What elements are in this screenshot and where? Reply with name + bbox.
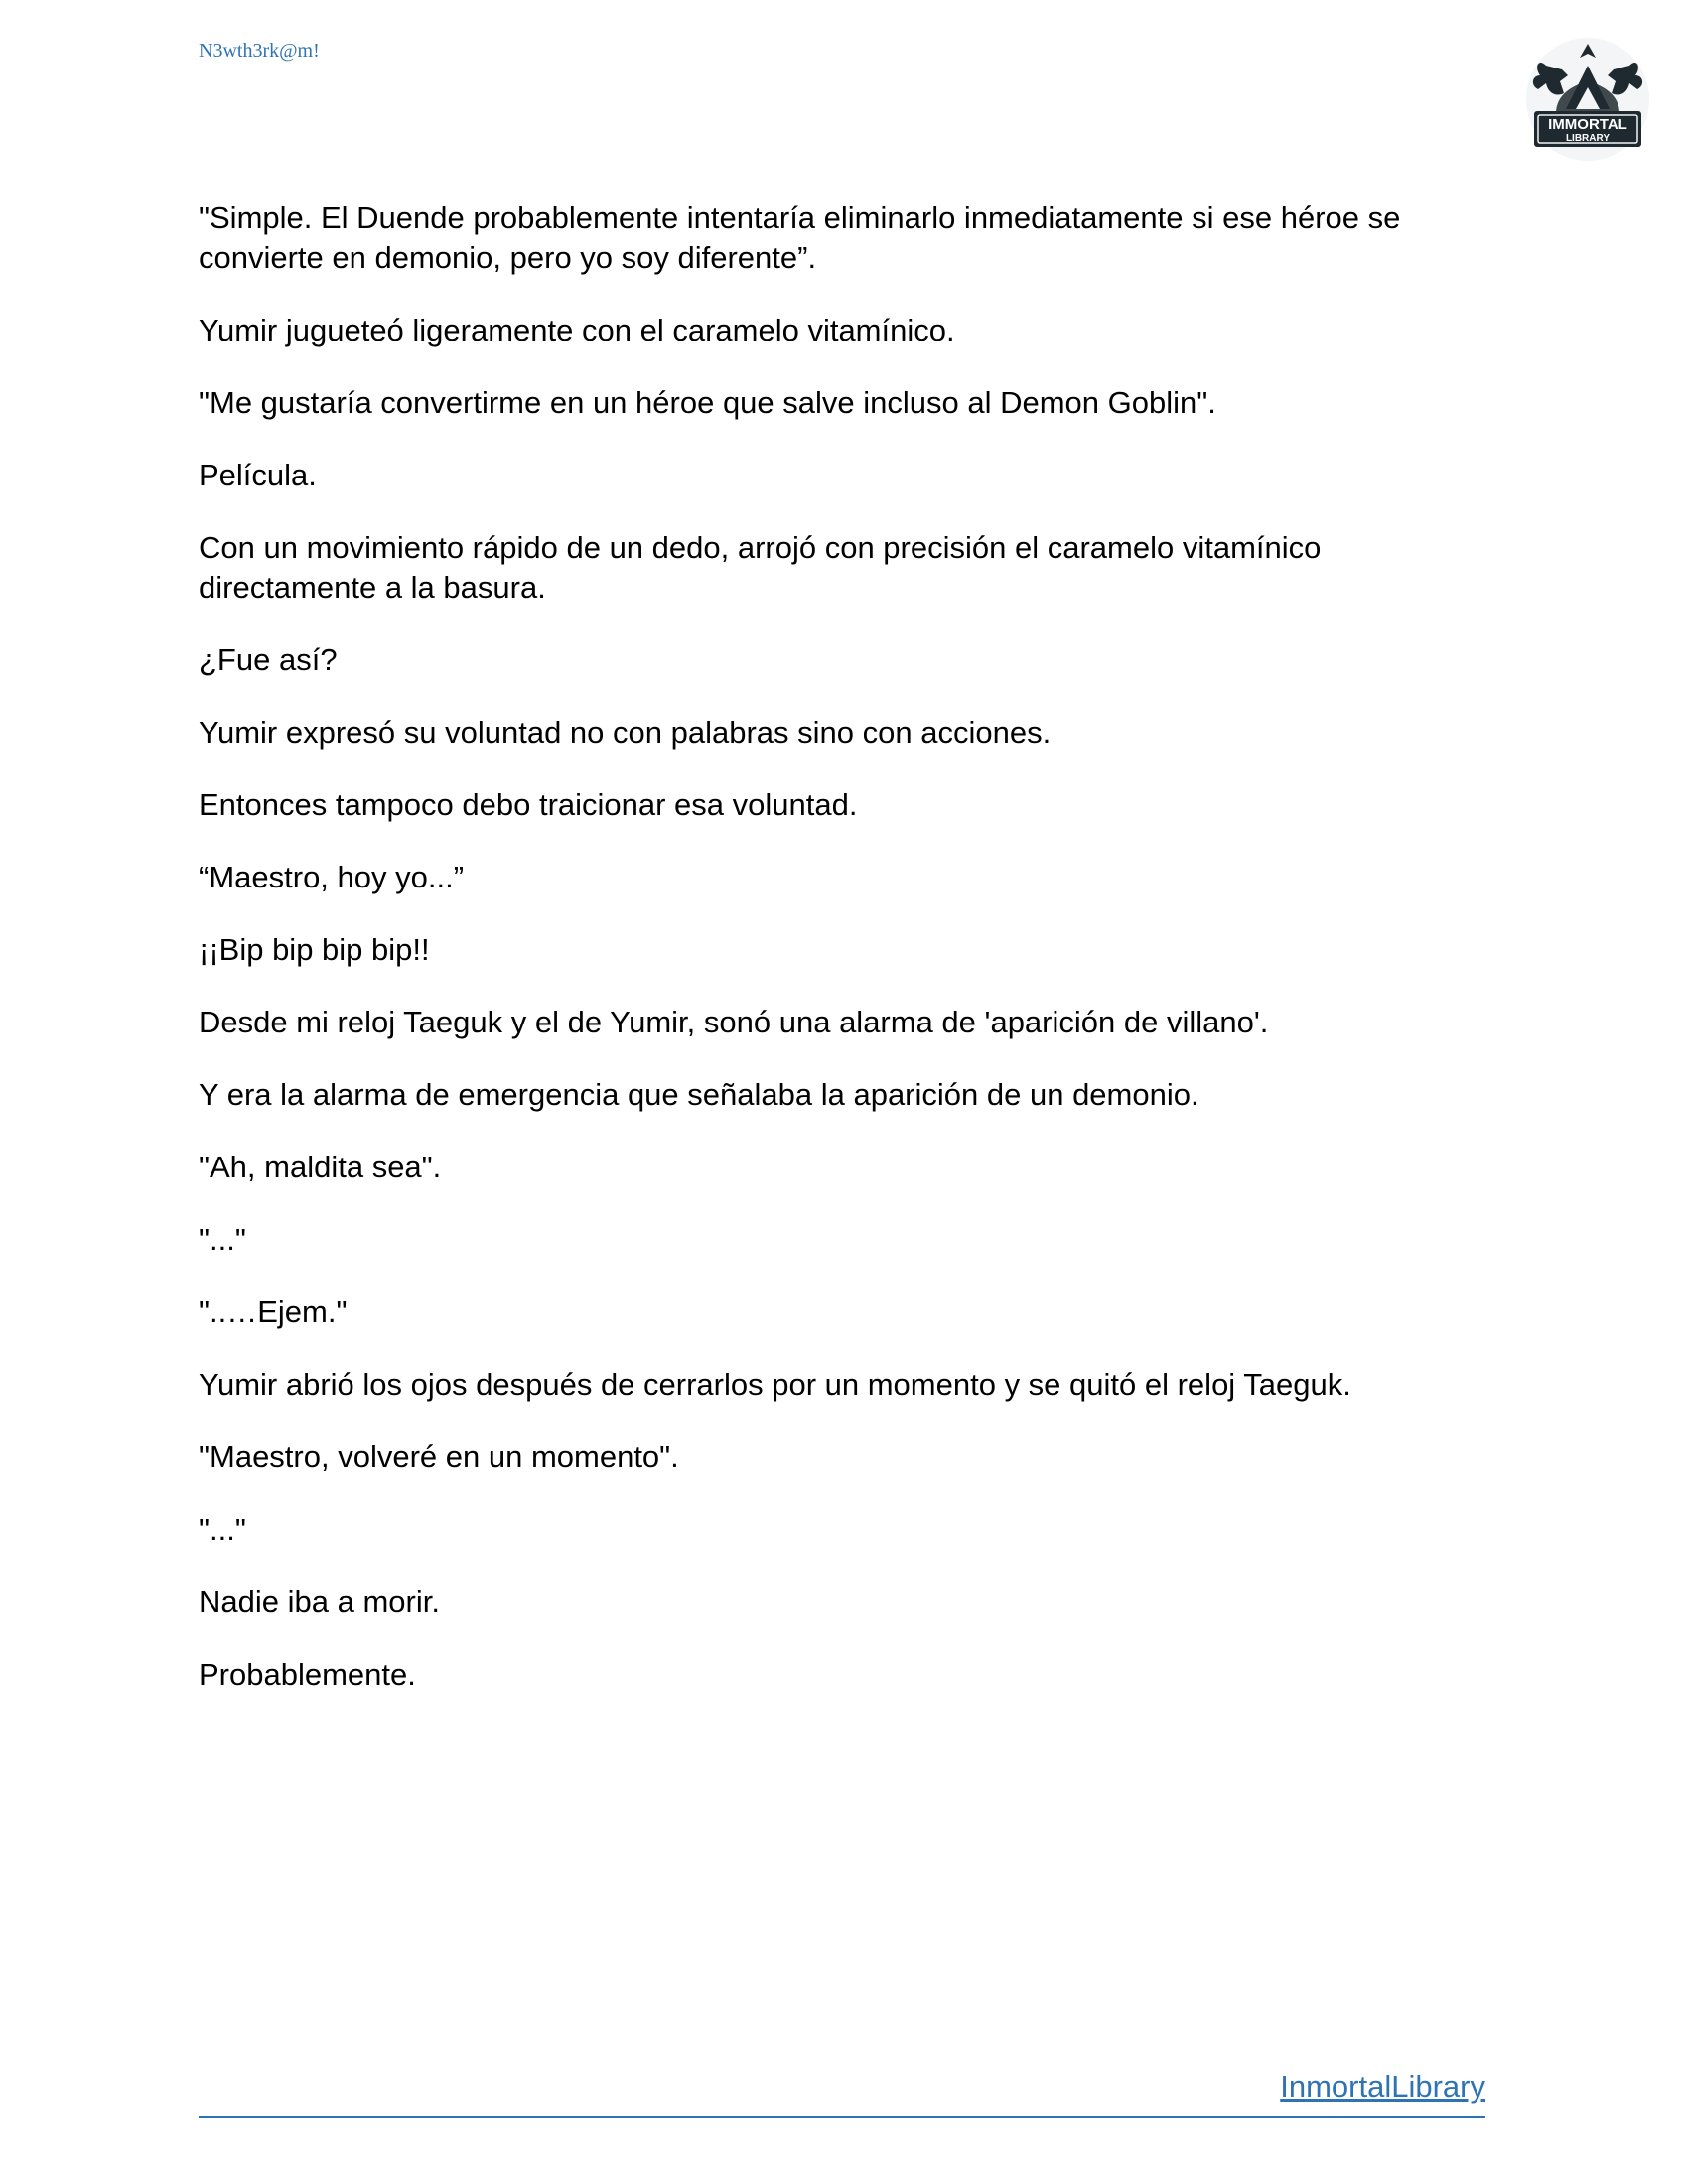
paragraph: Película. bbox=[199, 458, 317, 492]
paragraph: "Me gustaría convertirme en un héroe que salve incluso al Demon Goblin". bbox=[199, 385, 1216, 420]
page-footer bbox=[199, 2067, 1485, 2118]
paragraph: ¿Fue así? bbox=[199, 642, 338, 677]
paragraph: Yumir expresó su voluntad no con palabras sino con acciones. bbox=[199, 715, 1052, 750]
paragraph: Yumir abrió los ojos después de cerrarlos por un momento y se quitó el reloj Taeguk. bbox=[199, 1367, 1351, 1402]
paragraph: Y era la alarma de emergencia que señalaba la aparición de un demonio. bbox=[199, 1077, 1199, 1112]
paragraph: ¡¡Bip bip bip bip!! bbox=[199, 932, 430, 967]
paragraph: "Ah, maldita sea". bbox=[199, 1150, 442, 1184]
chapter-text bbox=[199, 199, 1489, 1727]
logo-text-line1: IMMORTAL bbox=[1548, 116, 1627, 133]
paragraph: "..…Ejem." bbox=[199, 1295, 348, 1329]
footer-library-link[interactable]: InmortalLibrary bbox=[1280, 2069, 1485, 2104]
logo-text-line2: LIBRARY bbox=[1565, 133, 1611, 144]
paragraph: Desde mi reloj Taeguk y el de Yumir, sonó una alarma de 'aparición de villano'. bbox=[199, 1005, 1269, 1039]
immortal-library-logo-icon bbox=[1516, 36, 1659, 165]
paragraph: Entonces tampoco debo traicionar esa voluntad. bbox=[199, 787, 858, 822]
paragraph: “Maestro, hoy yo...” bbox=[199, 860, 465, 894]
paragraph: Con un movimiento rápido de un dedo, arrojó con precisión el caramelo vitamínico directamente a la basura. bbox=[199, 530, 1331, 605]
paragraph: "..." bbox=[199, 1512, 246, 1547]
paragraph: "Maestro, volveré en un momento". bbox=[199, 1439, 679, 1474]
paragraph: Nadie iba a morir. bbox=[199, 1584, 440, 1619]
paragraph: "Simple. El Duende probablemente intentaría eliminarlo inmediatamente si ese héroe se convierte en demonio, pero yo soy diferente”. bbox=[199, 201, 1409, 275]
paragraph: Probablemente. bbox=[199, 1657, 416, 1692]
paragraph: "..." bbox=[199, 1222, 246, 1257]
paragraph: Yumir jugueteó ligeramente con el caramelo vitamínico. bbox=[199, 313, 955, 347]
header-watermark: N3wth3rk@m! bbox=[199, 40, 320, 62]
